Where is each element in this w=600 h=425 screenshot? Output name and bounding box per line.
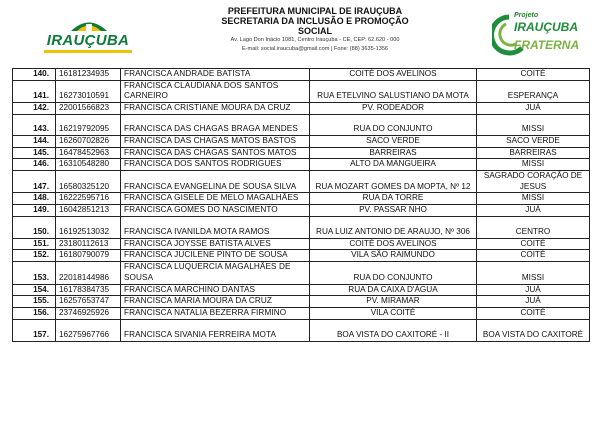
locality-cell: JUÁ — [477, 103, 590, 115]
table-row — [13, 307, 590, 319]
nis-number-cell: 23746925926 — [56, 307, 121, 319]
row-number-cell: 143. — [13, 114, 56, 135]
beneficiary-name-cell: FRANCISCA MARCHINO DANTAS — [121, 284, 310, 296]
beneficiaries-table — [12, 68, 590, 342]
address-cell: RUA LUIZ ANTONIO DE ARAUJO, Nº 306 — [310, 216, 477, 238]
row-number-cell: 147. — [13, 170, 56, 192]
nis-number-cell: 16275967766 — [56, 319, 121, 341]
address-cell: RUA DO CONJUNTO — [310, 262, 477, 284]
iraucuba-logo — [38, 18, 138, 58]
nis-number-cell: 22001566823 — [56, 103, 121, 115]
beneficiary-name-cell: FRANCISCA CLAUDIANA DOS SANTOS CARNEIRO — [121, 80, 310, 102]
row-number-cell: 156. — [13, 307, 56, 319]
row-number-cell: 154. — [13, 284, 56, 296]
nis-number-cell: 16273010591 — [56, 80, 121, 102]
locality-cell: COITÉ — [477, 69, 590, 81]
locality-cell: JUÁ — [477, 284, 590, 296]
beneficiary-name-cell: FRANCISCA DAS CHAGAS MATOS BASTOS — [121, 135, 310, 147]
beneficiary-name-cell: FRANCISCA JUCILENE PINTO DE SOUSA — [121, 250, 310, 262]
locality-cell: COITÉ — [477, 307, 590, 319]
row-number-cell: 155. — [13, 296, 56, 308]
locality-cell: JUÁ — [477, 296, 590, 308]
locality-cell: ESPERANÇA — [477, 80, 590, 102]
locality-cell: JUÁ — [477, 205, 590, 217]
table-row — [13, 296, 590, 308]
logo-right-line1: IRAUÇUBA — [514, 20, 578, 34]
nis-number-cell: 16219792095 — [56, 114, 121, 135]
table-row — [13, 193, 590, 205]
table-row — [13, 135, 590, 147]
row-number-cell: 145. — [13, 147, 56, 159]
table-row — [13, 103, 590, 115]
secretaria-title: SECRETARIA DA INCLUSÃO E PROMOÇÃO SOCIAL — [221, 16, 409, 36]
address-cell: PV. RODEADOR — [310, 103, 477, 115]
address-cell: PV. PASSAR NHO — [310, 205, 477, 217]
locality-cell: CENTRO — [477, 216, 590, 238]
beneficiary-name-cell: FRANCISCA ANDRADE BATISTA — [121, 69, 310, 81]
row-number-cell: 152. — [13, 250, 56, 262]
nis-number-cell: 16192513032 — [56, 216, 121, 238]
table-row — [13, 216, 590, 238]
table-row — [13, 262, 590, 284]
table-row — [13, 159, 590, 171]
nis-number-cell: 22018144986 — [56, 262, 121, 284]
table-row — [13, 238, 590, 250]
beneficiary-name-cell: FRANCISCA DAS CHAGAS SANTOS MATOS — [121, 147, 310, 159]
row-number-cell: 153. — [13, 262, 56, 284]
table-row — [13, 170, 590, 192]
logo-left-text: IRAUÇUBA — [46, 32, 130, 49]
table-row — [13, 205, 590, 217]
nis-number-cell: 16478452963 — [56, 147, 121, 159]
beneficiary-name-cell: FRANCISCA CRISTIANE MOURA DA CRUZ — [121, 103, 310, 115]
nis-number-cell: 16042851213 — [56, 205, 121, 217]
nis-number-cell: 16257653747 — [56, 296, 121, 308]
row-number-cell: 148. — [13, 193, 56, 205]
crest-icon — [69, 18, 109, 32]
header-text — [205, 6, 425, 54]
beneficiary-name-cell: FRANCISCA DAS CHAGAS BRAGA MENDES — [121, 114, 310, 135]
table-row — [13, 114, 590, 135]
locality-cell: BOA VISTA DO CAXITORÉ — [477, 319, 590, 341]
table-row — [13, 69, 590, 81]
address-cell: RUA DA TORRE — [310, 193, 477, 205]
row-number-cell: 141. — [13, 80, 56, 102]
locality-cell: MISSI — [477, 159, 590, 171]
nis-number-cell: 16222595716 — [56, 193, 121, 205]
beneficiary-name-cell: FRANCISCA GOMES DO NASCIMENTO — [121, 205, 310, 217]
address-cell: RUA ETELVINO SALUSTIANO DA MOTA — [310, 80, 477, 102]
beneficiary-name-cell: FRANCISCA IVANILDA MOTA RAMOS — [121, 216, 310, 238]
logo-underline — [44, 50, 132, 53]
address-cell: COITÉ DOS AVELINOS — [310, 69, 477, 81]
table-body — [13, 69, 590, 342]
beneficiary-name-cell: FRANCISCA NATALIA BEZERRA FIRMINO — [121, 307, 310, 319]
row-number-cell: 144. — [13, 135, 56, 147]
table-row — [13, 147, 590, 159]
locality-cell: MISSI — [477, 114, 590, 135]
beneficiary-name-cell: FRANCISCA EVANGELINA DE SOUSA SILVA — [121, 170, 310, 192]
locality-cell: SACO VERDE — [477, 135, 590, 147]
nis-number-cell: 16260702826 — [56, 135, 121, 147]
nis-number-cell: 16180790079 — [56, 250, 121, 262]
address-cell: RUA MOZART GOMES DA MOPTA, Nº 12 — [310, 170, 477, 192]
row-number-cell: 140. — [13, 69, 56, 81]
address-cell: COITÉ DOS AVELINOS — [310, 238, 477, 250]
row-number-cell: 146. — [13, 159, 56, 171]
table-row — [13, 80, 590, 102]
address-cell: SACO VERDE — [310, 135, 477, 147]
table-row — [13, 250, 590, 262]
nis-number-cell: 16181234935 — [56, 69, 121, 81]
address-cell: PV. MIRAMAR — [310, 296, 477, 308]
address-cell: ALTO DA MANGUEIRA — [310, 159, 477, 171]
header-address: Av. Lago Don Inácio 1081, Centro Irauçuba - CE, CEP: 62.620 - 000 — [230, 37, 400, 43]
locality-cell: COITÉ — [477, 238, 590, 250]
logo-right-small: Projeto — [514, 12, 539, 19]
logo-right-line2: FRATERNA — [514, 38, 580, 52]
beneficiary-name-cell: FRANCISCA LUQUERCIA MAGALHÃES DE SOUSA — [121, 262, 310, 284]
beneficiary-name-cell: FRANCISCA MARIA MOURA DA CRUZ — [121, 296, 310, 308]
address-cell: BARREIRAS — [310, 147, 477, 159]
address-cell: VILA COITÉ — [310, 307, 477, 319]
nis-number-cell: 16178384735 — [56, 284, 121, 296]
address-cell: BOA VISTA DO CAXITORÉ - II — [310, 319, 477, 341]
locality-cell: MISSI — [477, 193, 590, 205]
document-header — [0, 0, 600, 70]
beneficiary-name-cell: FRANCISCA SIVANIA FERREIRA MOTA — [121, 319, 310, 341]
address-cell: VILA SÃO RAIMUNDO — [310, 250, 477, 262]
iraucuba-fraterna-logo — [492, 12, 580, 60]
table-row — [13, 284, 590, 296]
address-cell: RUA DA CAIXA D'ÁGUA — [310, 284, 477, 296]
row-number-cell: 149. — [13, 205, 56, 217]
prefeitura-title: PREFEITURA MUNICIPAL DE IRAUÇUBA — [227, 6, 403, 16]
nis-number-cell: 23180112613 — [56, 238, 121, 250]
beneficiary-name-cell: FRANCISCA JOYSSE BATISTA ALVES — [121, 238, 310, 250]
address-cell: RUA DO CONJUNTO — [310, 114, 477, 135]
nis-number-cell: 16310548280 — [56, 159, 121, 171]
row-number-cell: 150. — [13, 216, 56, 238]
table-row — [13, 319, 590, 341]
locality-cell: BARREIRAS — [477, 147, 590, 159]
locality-cell: SAGRADO CORAÇÃO DE JESUS — [477, 170, 590, 192]
beneficiary-name-cell: FRANCISCA GISELE DE MELO MAGALHÃES — [121, 193, 310, 205]
row-number-cell: 157. — [13, 319, 56, 341]
locality-cell: MISSI — [477, 262, 590, 284]
header-contact: E-mail: social.iraucuba@gmail.com | Fone: (88) 3635-1356 — [241, 46, 389, 52]
nis-number-cell: 16580325120 — [56, 170, 121, 192]
row-number-cell: 142. — [13, 103, 56, 115]
locality-cell: COITÉ — [477, 250, 590, 262]
beneficiary-name-cell: FRANCISCA DOS SANTOS RODRIGUES — [121, 159, 310, 171]
row-number-cell: 151. — [13, 238, 56, 250]
